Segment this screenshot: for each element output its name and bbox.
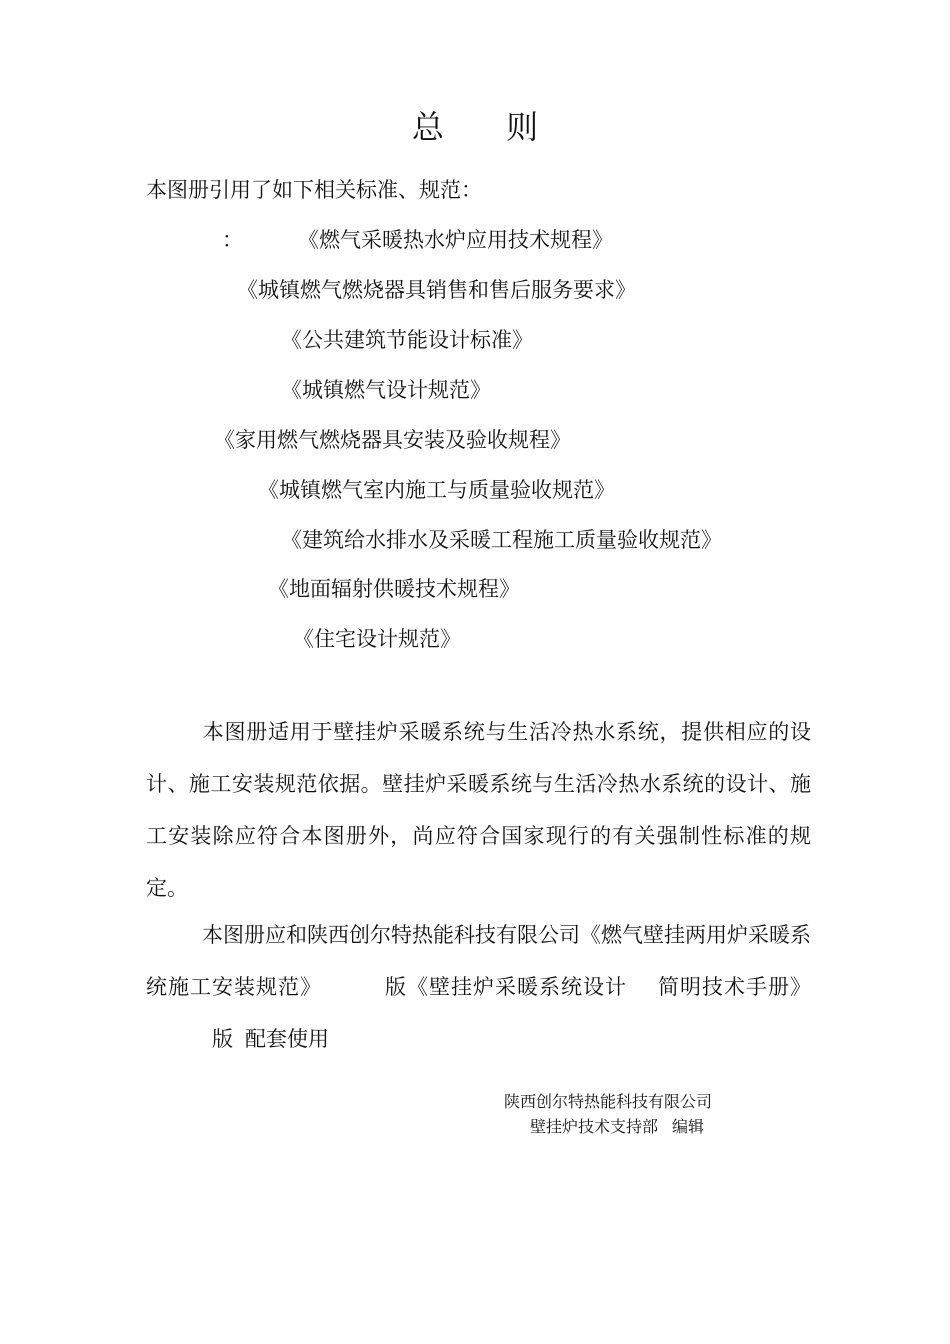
usage-text-part4: 版 <box>212 1027 233 1051</box>
scope-paragraph <box>146 706 811 914</box>
footer-department-name: 壁挂炉技术支持部 <box>530 1117 659 1136</box>
standard-item: 《家用燃气燃烧器具安装及验收规程》 <box>214 428 571 452</box>
footer-company: 陕西创尔特热能科技有限公司 <box>504 1092 713 1111</box>
scope-paragraph-text: 本图册适用于壁挂炉采暖系统与生活冷热水系统，提供相应的设计、施工安装规范依据。壁挂炉采暖系统与生活冷热水系统的设计、施工安装除应符合本图册外，尚应符合国家现行的有关强制性标准的规定。 <box>146 720 811 900</box>
page-title: 总 则 <box>411 108 565 146</box>
standard-item: 《公共建筑节能设计标准》 <box>281 328 533 352</box>
usage-text-part3: 简明技术手册》 <box>657 975 811 999</box>
usage-paragraph <box>146 909 811 1065</box>
standard-item: 《地面辐射供暖技术规程》 <box>268 577 520 601</box>
standard-item: 《住宅设计规范》 <box>293 627 461 651</box>
standard-item: 《城镇燃气燃烧器具销售和售后服务要求》 <box>237 278 636 302</box>
usage-text-part5: 配套使用 <box>245 1027 329 1051</box>
standard-item: 《城镇燃气室内施工与质量验收规范》 <box>258 478 615 502</box>
intro-line: 本图册引用了如下相关标准、规范： <box>146 178 482 202</box>
usage-text-part1: 本图册应和陕西创尔特热能科技有限公司《燃气壁挂两用炉采暖系统施工安装规范》 <box>146 923 811 999</box>
footer-editor: 编辑 <box>672 1117 705 1136</box>
standard-item: 《建筑给水排水及采暖工程施工质量验收规范》 <box>281 528 722 552</box>
standard-item: 《城镇燃气设计规范》 <box>281 378 491 402</box>
standard-item: 《燃气采暖热水炉应用技术规程》 <box>298 228 613 252</box>
footer-department <box>530 1114 704 1137</box>
usage-text-part2: 版《壁挂炉采暖系统设计 <box>384 975 627 999</box>
colon-mark: ： <box>222 228 243 252</box>
